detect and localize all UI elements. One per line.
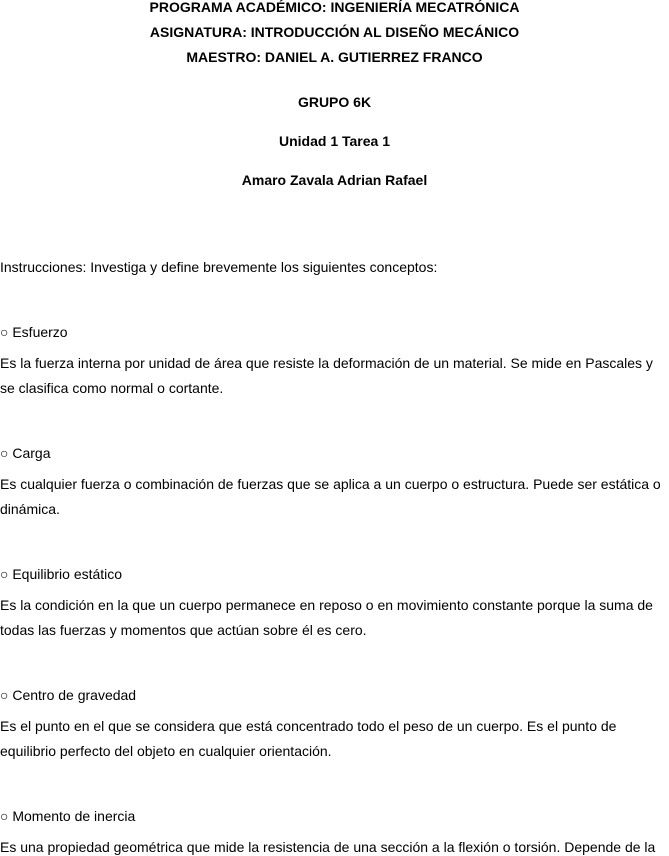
concept-definition: Es cualquier fuerza o combinación de fuerzas que se aplica a un cuerpo o estructura. Puede ser estática o dinámica.: [0, 476, 661, 517]
teacher-line: MAESTRO: DANIEL A. GUTIERREZ FRANCO: [186, 49, 483, 65]
concept-list: [0, 320, 669, 856]
student-line: Amaro Zavala Adrian Rafael: [241, 172, 428, 188]
concept-title: ○ Esfuerzo: [0, 324, 68, 340]
instructions-text: Instrucciones: Investiga y define brevemente los siguientes conceptos:: [0, 259, 438, 275]
concept-item: [0, 320, 669, 401]
concept-definition: Es una propiedad geométrica que mide la resistencia de una sección a la flexión o torsión. Depende de la: [0, 839, 656, 855]
concept-title: ○ Carga: [0, 445, 51, 461]
concept-item: [0, 804, 669, 856]
program-line: PROGRAMA ACADÉMICO: INGENIERÍA MECATRÓNICA: [149, 0, 520, 15]
concept-item: [0, 441, 669, 522]
group-line: GRUPO 6K: [297, 94, 372, 110]
concept-definition: Es el punto en el que se considera que está concentrado todo el peso de un cuerpo. Es el punto de equilibrio perfecto del objeto en cualquier orientación.: [0, 718, 617, 759]
concept-title: ○ Equilibrio estático: [0, 566, 123, 582]
task-line: Unidad 1 Tarea 1: [278, 133, 390, 149]
document-header: [0, 0, 669, 193]
concept-title: ○ Momento de inercia: [0, 808, 136, 824]
concept-item: [0, 562, 669, 643]
subject-line: ASIGNATURA: INTRODUCCIÓN AL DISEÑO MECÁNICO: [149, 24, 520, 40]
concept-item: [0, 683, 669, 764]
concept-title: ○ Centro de gravedad: [0, 687, 137, 703]
concept-definition: Es la fuerza interna por unidad de área que resiste la deformación de un material. Se mide en Pascales y se clasifica como normal o cortante.: [0, 355, 653, 396]
concept-definition: Es la condición en la que un cuerpo permanece en reposo o en movimiento constante porque la suma de todas las fuerzas y momentos que actúan sobre él es cero.: [0, 597, 653, 638]
